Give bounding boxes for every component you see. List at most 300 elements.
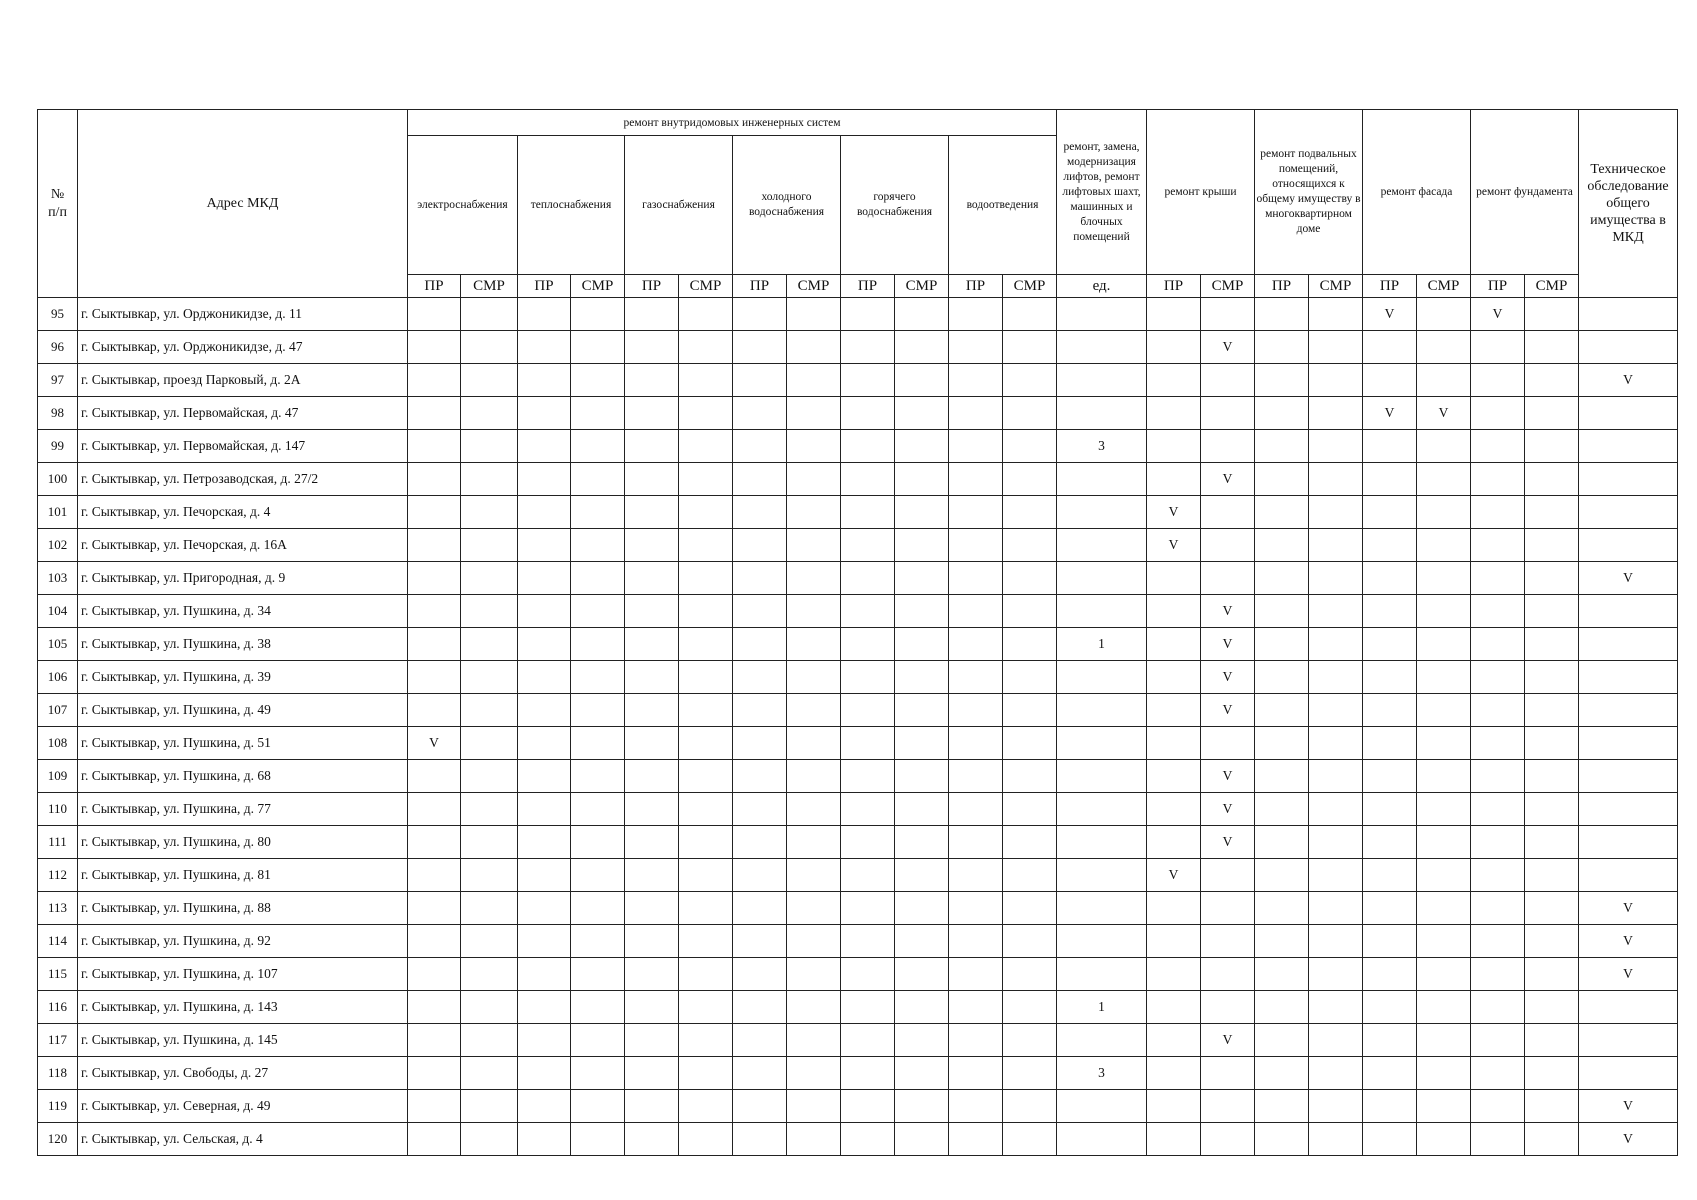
cell-gas-smr bbox=[679, 661, 733, 694]
cell-sew-pr bbox=[949, 694, 1003, 727]
cell-heat-smr bbox=[571, 859, 625, 892]
cell-cold-pr bbox=[733, 496, 787, 529]
cell-found-pr bbox=[1471, 331, 1525, 364]
cell-lift: 1 bbox=[1057, 991, 1147, 1024]
cell-sew-pr bbox=[949, 826, 1003, 859]
cell-facade-pr bbox=[1363, 925, 1417, 958]
cell-roof-pr bbox=[1147, 892, 1201, 925]
row-number: 102 bbox=[38, 529, 78, 562]
cell-tech bbox=[1579, 298, 1678, 331]
table-row bbox=[38, 1123, 1678, 1156]
cell-cold-pr bbox=[733, 1123, 787, 1156]
cell-el-smr bbox=[461, 760, 518, 793]
cell-facade-pr bbox=[1363, 331, 1417, 364]
cell-cold-pr bbox=[733, 826, 787, 859]
cell-lift bbox=[1057, 1090, 1147, 1123]
cell-facade-pr bbox=[1363, 364, 1417, 397]
cell-hot-pr bbox=[841, 892, 895, 925]
cell-hot-pr bbox=[841, 760, 895, 793]
cell-heat-smr bbox=[571, 925, 625, 958]
cell-hot-smr bbox=[895, 991, 949, 1024]
cell-lift: 3 bbox=[1057, 430, 1147, 463]
cell-cold-pr bbox=[733, 298, 787, 331]
cell-found-smr bbox=[1525, 496, 1579, 529]
code-header-pr: ПР bbox=[1147, 275, 1201, 298]
cell-hot-smr bbox=[895, 496, 949, 529]
cell-roof-pr bbox=[1147, 727, 1201, 760]
code-header-smr: СМР bbox=[1309, 275, 1363, 298]
row-address: г. Сыктывкар, ул. Северная, д. 49 bbox=[78, 1090, 408, 1123]
row-address: г. Сыктывкар, ул. Печорская, д. 4 bbox=[78, 496, 408, 529]
row-number: 106 bbox=[38, 661, 78, 694]
cell-found-pr bbox=[1471, 991, 1525, 1024]
cell-tech bbox=[1579, 397, 1678, 430]
cell-lift bbox=[1057, 331, 1147, 364]
cell-el-smr bbox=[461, 1024, 518, 1057]
cell-roof-pr bbox=[1147, 628, 1201, 661]
row-address: г. Сыктывкар, проезд Парковый, д. 2А bbox=[78, 364, 408, 397]
cell-gas-smr bbox=[679, 958, 733, 991]
cell-facade-smr bbox=[1417, 628, 1471, 661]
cell-heat-smr bbox=[571, 529, 625, 562]
cell-el-smr bbox=[461, 1057, 518, 1090]
row-number: 98 bbox=[38, 397, 78, 430]
cell-gas-smr bbox=[679, 925, 733, 958]
cell-heat-pr bbox=[518, 694, 571, 727]
cell-sew-pr bbox=[949, 760, 1003, 793]
cell-el-pr bbox=[408, 694, 461, 727]
cell-facade-smr bbox=[1417, 1057, 1471, 1090]
cell-base-smr bbox=[1309, 364, 1363, 397]
table-row bbox=[38, 496, 1678, 529]
cell-base-smr bbox=[1309, 925, 1363, 958]
cell-base-pr bbox=[1255, 694, 1309, 727]
cell-hot-smr bbox=[895, 925, 949, 958]
cell-hot-pr bbox=[841, 1123, 895, 1156]
cell-tech: V bbox=[1579, 364, 1678, 397]
header-heat: теплоснабжения bbox=[518, 136, 625, 275]
cell-heat-smr bbox=[571, 793, 625, 826]
cell-el-pr bbox=[408, 496, 461, 529]
cell-el-pr bbox=[408, 892, 461, 925]
code-header-pr: ПР bbox=[949, 275, 1003, 298]
cell-gas-pr bbox=[625, 463, 679, 496]
cell-roof-pr bbox=[1147, 958, 1201, 991]
cell-sew-pr bbox=[949, 1024, 1003, 1057]
cell-found-smr bbox=[1525, 1123, 1579, 1156]
cell-cold-smr bbox=[787, 529, 841, 562]
cell-heat-smr bbox=[571, 364, 625, 397]
row-address: г. Сыктывкар, ул. Пушкина, д. 38 bbox=[78, 628, 408, 661]
cell-hot-pr bbox=[841, 364, 895, 397]
cell-roof-smr: V bbox=[1201, 694, 1255, 727]
cell-base-pr bbox=[1255, 826, 1309, 859]
cell-el-smr bbox=[461, 529, 518, 562]
row-number: 119 bbox=[38, 1090, 78, 1123]
cell-roof-smr bbox=[1201, 430, 1255, 463]
cell-facade-smr bbox=[1417, 694, 1471, 727]
cell-base-smr bbox=[1309, 694, 1363, 727]
cell-base-pr bbox=[1255, 397, 1309, 430]
cell-roof-smr bbox=[1201, 892, 1255, 925]
cell-found-pr bbox=[1471, 727, 1525, 760]
cell-base-smr bbox=[1309, 727, 1363, 760]
cell-sew-pr bbox=[949, 595, 1003, 628]
cell-hot-smr bbox=[895, 562, 949, 595]
table-row bbox=[38, 727, 1678, 760]
cell-found-smr bbox=[1525, 529, 1579, 562]
cell-tech: V bbox=[1579, 958, 1678, 991]
cell-hot-pr bbox=[841, 1057, 895, 1090]
cell-hot-pr bbox=[841, 694, 895, 727]
table-row bbox=[38, 397, 1678, 430]
cell-el-pr bbox=[408, 859, 461, 892]
cell-cold-smr bbox=[787, 859, 841, 892]
cell-cold-smr bbox=[787, 661, 841, 694]
cell-roof-pr bbox=[1147, 397, 1201, 430]
cell-cold-smr bbox=[787, 628, 841, 661]
cell-tech bbox=[1579, 727, 1678, 760]
cell-base-smr bbox=[1309, 595, 1363, 628]
cell-hot-pr bbox=[841, 925, 895, 958]
cell-heat-smr bbox=[571, 694, 625, 727]
cell-facade-smr bbox=[1417, 496, 1471, 529]
cell-roof-pr bbox=[1147, 826, 1201, 859]
cell-el-pr bbox=[408, 1090, 461, 1123]
cell-facade-smr bbox=[1417, 958, 1471, 991]
cell-cold-smr bbox=[787, 826, 841, 859]
cell-el-smr bbox=[461, 694, 518, 727]
cell-base-pr bbox=[1255, 562, 1309, 595]
cell-base-smr bbox=[1309, 661, 1363, 694]
cell-heat-pr bbox=[518, 1123, 571, 1156]
cell-gas-pr bbox=[625, 694, 679, 727]
cell-roof-smr: V bbox=[1201, 826, 1255, 859]
cell-heat-smr bbox=[571, 430, 625, 463]
cell-facade-pr bbox=[1363, 1090, 1417, 1123]
cell-base-smr bbox=[1309, 1090, 1363, 1123]
cell-gas-pr bbox=[625, 1090, 679, 1123]
cell-cold-smr bbox=[787, 892, 841, 925]
cell-tech: V bbox=[1579, 925, 1678, 958]
cell-facade-pr bbox=[1363, 991, 1417, 1024]
row-number: 114 bbox=[38, 925, 78, 958]
cell-gas-pr bbox=[625, 397, 679, 430]
header-lifts: ремонт, замена, модернизация лифтов, ремонт лифтовых шахт, машинных и блочных помещений bbox=[1057, 110, 1147, 275]
code-header-smr: СМР bbox=[679, 275, 733, 298]
cell-gas-pr bbox=[625, 892, 679, 925]
cell-roof-smr bbox=[1201, 991, 1255, 1024]
cell-el-smr bbox=[461, 727, 518, 760]
cell-sew-pr bbox=[949, 463, 1003, 496]
row-number: 107 bbox=[38, 694, 78, 727]
cell-el-pr bbox=[408, 529, 461, 562]
row-address: г. Сыктывкар, ул. Первомайская, д. 47 bbox=[78, 397, 408, 430]
cell-heat-smr bbox=[571, 991, 625, 1024]
cell-hot-smr bbox=[895, 793, 949, 826]
cell-gas-pr bbox=[625, 430, 679, 463]
cell-base-smr bbox=[1309, 1123, 1363, 1156]
cell-roof-smr: V bbox=[1201, 628, 1255, 661]
cell-tech bbox=[1579, 991, 1678, 1024]
row-address: г. Сыктывкар, ул. Сельская, д. 4 bbox=[78, 1123, 408, 1156]
cell-hot-smr bbox=[895, 760, 949, 793]
cell-found-pr bbox=[1471, 463, 1525, 496]
cell-el-smr bbox=[461, 991, 518, 1024]
cell-hot-smr bbox=[895, 397, 949, 430]
cell-heat-pr bbox=[518, 430, 571, 463]
header-electro: электроснабжения bbox=[408, 136, 518, 275]
cell-found-pr bbox=[1471, 760, 1525, 793]
cell-el-pr: V bbox=[408, 727, 461, 760]
row-number: 105 bbox=[38, 628, 78, 661]
cell-gas-pr bbox=[625, 727, 679, 760]
cell-gas-pr bbox=[625, 298, 679, 331]
cell-hot-pr bbox=[841, 1090, 895, 1123]
cell-base-smr bbox=[1309, 892, 1363, 925]
cell-sew-smr bbox=[1003, 925, 1057, 958]
cell-facade-pr bbox=[1363, 694, 1417, 727]
cell-facade-smr bbox=[1417, 430, 1471, 463]
cell-cold-pr bbox=[733, 1090, 787, 1123]
cell-found-pr bbox=[1471, 1057, 1525, 1090]
cell-gas-smr bbox=[679, 463, 733, 496]
cell-roof-smr: V bbox=[1201, 595, 1255, 628]
cell-heat-smr bbox=[571, 397, 625, 430]
cell-facade-smr bbox=[1417, 562, 1471, 595]
cell-cold-smr bbox=[787, 496, 841, 529]
cell-facade-pr bbox=[1363, 892, 1417, 925]
row-number: 116 bbox=[38, 991, 78, 1024]
cell-base-pr bbox=[1255, 1024, 1309, 1057]
cell-cold-pr bbox=[733, 1024, 787, 1057]
cell-roof-pr bbox=[1147, 562, 1201, 595]
cell-sew-smr bbox=[1003, 892, 1057, 925]
cell-base-smr bbox=[1309, 991, 1363, 1024]
row-number: 96 bbox=[38, 331, 78, 364]
cell-base-pr bbox=[1255, 859, 1309, 892]
cell-hot-smr bbox=[895, 628, 949, 661]
cell-facade-smr bbox=[1417, 760, 1471, 793]
cell-found-pr bbox=[1471, 925, 1525, 958]
cell-facade-smr bbox=[1417, 793, 1471, 826]
cell-gas-pr bbox=[625, 1123, 679, 1156]
cell-cold-pr bbox=[733, 397, 787, 430]
cell-found-pr bbox=[1471, 661, 1525, 694]
cell-el-smr bbox=[461, 562, 518, 595]
cell-gas-smr bbox=[679, 595, 733, 628]
cell-gas-smr bbox=[679, 562, 733, 595]
row-number: 95 bbox=[38, 298, 78, 331]
cell-roof-pr bbox=[1147, 430, 1201, 463]
cell-cold-smr bbox=[787, 331, 841, 364]
cell-hot-pr bbox=[841, 826, 895, 859]
cell-lift bbox=[1057, 562, 1147, 595]
table-row bbox=[38, 298, 1678, 331]
cell-hot-pr bbox=[841, 529, 895, 562]
cell-sew-pr bbox=[949, 892, 1003, 925]
cell-gas-pr bbox=[625, 562, 679, 595]
cell-sew-smr bbox=[1003, 859, 1057, 892]
cell-base-pr bbox=[1255, 364, 1309, 397]
cell-sew-pr bbox=[949, 1123, 1003, 1156]
cell-base-pr bbox=[1255, 793, 1309, 826]
cell-el-smr bbox=[461, 1090, 518, 1123]
cell-cold-smr bbox=[787, 364, 841, 397]
cell-sew-smr bbox=[1003, 958, 1057, 991]
cell-gas-smr bbox=[679, 529, 733, 562]
cell-heat-smr bbox=[571, 892, 625, 925]
cell-cold-smr bbox=[787, 760, 841, 793]
cell-hot-smr bbox=[895, 727, 949, 760]
cell-sew-smr bbox=[1003, 529, 1057, 562]
cell-gas-smr bbox=[679, 1123, 733, 1156]
cell-sew-smr bbox=[1003, 826, 1057, 859]
cell-heat-pr bbox=[518, 991, 571, 1024]
cell-cold-pr bbox=[733, 331, 787, 364]
cell-heat-pr bbox=[518, 727, 571, 760]
cell-cold-smr bbox=[787, 463, 841, 496]
cell-base-pr bbox=[1255, 463, 1309, 496]
row-address: г. Сыктывкар, ул. Первомайская, д. 147 bbox=[78, 430, 408, 463]
cell-roof-pr bbox=[1147, 1024, 1201, 1057]
table-row bbox=[38, 331, 1678, 364]
cell-facade-pr: V bbox=[1363, 397, 1417, 430]
cell-heat-smr bbox=[571, 298, 625, 331]
code-header-smr: СМР bbox=[787, 275, 841, 298]
table-row bbox=[38, 892, 1678, 925]
cell-roof-smr bbox=[1201, 727, 1255, 760]
cell-gas-pr bbox=[625, 331, 679, 364]
cell-base-smr bbox=[1309, 331, 1363, 364]
cell-gas-pr bbox=[625, 529, 679, 562]
row-number: 97 bbox=[38, 364, 78, 397]
row-address: г. Сыктывкар, ул. Пушкина, д. 107 bbox=[78, 958, 408, 991]
cell-roof-pr bbox=[1147, 661, 1201, 694]
cell-roof-smr bbox=[1201, 298, 1255, 331]
cell-found-smr bbox=[1525, 463, 1579, 496]
cell-hot-smr bbox=[895, 430, 949, 463]
cell-el-smr bbox=[461, 364, 518, 397]
header-sewer: водоотведения bbox=[949, 136, 1057, 275]
cell-gas-pr bbox=[625, 364, 679, 397]
cell-facade-smr: V bbox=[1417, 397, 1471, 430]
cell-roof-smr: V bbox=[1201, 463, 1255, 496]
cell-heat-smr bbox=[571, 1024, 625, 1057]
cell-facade-pr bbox=[1363, 595, 1417, 628]
cell-sew-pr bbox=[949, 727, 1003, 760]
cell-gas-pr bbox=[625, 628, 679, 661]
table-row bbox=[38, 925, 1678, 958]
cell-tech bbox=[1579, 529, 1678, 562]
table-row bbox=[38, 1057, 1678, 1090]
cell-roof-smr: V bbox=[1201, 661, 1255, 694]
cell-heat-smr bbox=[571, 562, 625, 595]
header-cold-water: холодного водоснабжения bbox=[733, 136, 841, 275]
cell-found-smr bbox=[1525, 298, 1579, 331]
cell-cold-pr bbox=[733, 694, 787, 727]
cell-roof-smr bbox=[1201, 562, 1255, 595]
cell-found-pr bbox=[1471, 364, 1525, 397]
cell-roof-smr bbox=[1201, 364, 1255, 397]
cell-lift bbox=[1057, 1123, 1147, 1156]
cell-roof-smr bbox=[1201, 1090, 1255, 1123]
cell-sew-pr bbox=[949, 331, 1003, 364]
cell-gas-pr bbox=[625, 496, 679, 529]
row-address: г. Сыктывкар, ул. Орджоникидзе, д. 47 bbox=[78, 331, 408, 364]
header-foundation: ремонт фундамента bbox=[1471, 110, 1579, 275]
row-number: 111 bbox=[38, 826, 78, 859]
cell-hot-pr bbox=[841, 859, 895, 892]
cell-found-smr bbox=[1525, 760, 1579, 793]
cell-heat-smr bbox=[571, 1057, 625, 1090]
cell-tech: V bbox=[1579, 1123, 1678, 1156]
cell-found-smr bbox=[1525, 1024, 1579, 1057]
cell-heat-smr bbox=[571, 661, 625, 694]
cell-cold-pr bbox=[733, 1057, 787, 1090]
cell-facade-smr bbox=[1417, 826, 1471, 859]
cell-found-smr bbox=[1525, 793, 1579, 826]
cell-heat-pr bbox=[518, 661, 571, 694]
cell-tech bbox=[1579, 595, 1678, 628]
cell-sew-smr bbox=[1003, 661, 1057, 694]
cell-hot-smr bbox=[895, 958, 949, 991]
cell-found-smr bbox=[1525, 331, 1579, 364]
cell-hot-smr bbox=[895, 859, 949, 892]
cell-cold-smr bbox=[787, 1123, 841, 1156]
cell-cold-smr bbox=[787, 1057, 841, 1090]
cell-cold-smr bbox=[787, 1024, 841, 1057]
row-address: г. Сыктывкар, ул. Пушкина, д. 77 bbox=[78, 793, 408, 826]
cell-sew-smr bbox=[1003, 1057, 1057, 1090]
cell-roof-smr: V bbox=[1201, 331, 1255, 364]
table-row bbox=[38, 958, 1678, 991]
cell-gas-smr bbox=[679, 1090, 733, 1123]
row-number: 113 bbox=[38, 892, 78, 925]
cell-found-smr bbox=[1525, 826, 1579, 859]
cell-gas-smr bbox=[679, 892, 733, 925]
cell-found-smr bbox=[1525, 727, 1579, 760]
cell-sew-smr bbox=[1003, 1090, 1057, 1123]
cell-roof-smr bbox=[1201, 496, 1255, 529]
cell-sew-smr bbox=[1003, 628, 1057, 661]
table-row bbox=[38, 430, 1678, 463]
cell-hot-pr bbox=[841, 430, 895, 463]
cell-facade-smr bbox=[1417, 661, 1471, 694]
row-address: г. Сыктывкар, ул. Петрозаводская, д. 27/2 bbox=[78, 463, 408, 496]
cell-tech: V bbox=[1579, 892, 1678, 925]
cell-heat-smr bbox=[571, 496, 625, 529]
cell-hot-pr bbox=[841, 562, 895, 595]
cell-base-pr bbox=[1255, 760, 1309, 793]
cell-facade-smr bbox=[1417, 1024, 1471, 1057]
cell-roof-pr bbox=[1147, 595, 1201, 628]
cell-hot-smr bbox=[895, 331, 949, 364]
cell-cold-pr bbox=[733, 727, 787, 760]
cell-hot-pr bbox=[841, 628, 895, 661]
cell-roof-pr bbox=[1147, 1123, 1201, 1156]
cell-gas-pr bbox=[625, 793, 679, 826]
cell-hot-pr bbox=[841, 991, 895, 1024]
cell-base-smr bbox=[1309, 562, 1363, 595]
cell-lift bbox=[1057, 859, 1147, 892]
cell-cold-smr bbox=[787, 727, 841, 760]
cell-found-pr bbox=[1471, 595, 1525, 628]
cell-facade-pr bbox=[1363, 859, 1417, 892]
cell-hot-smr bbox=[895, 364, 949, 397]
row-number: 99 bbox=[38, 430, 78, 463]
cell-base-pr bbox=[1255, 628, 1309, 661]
